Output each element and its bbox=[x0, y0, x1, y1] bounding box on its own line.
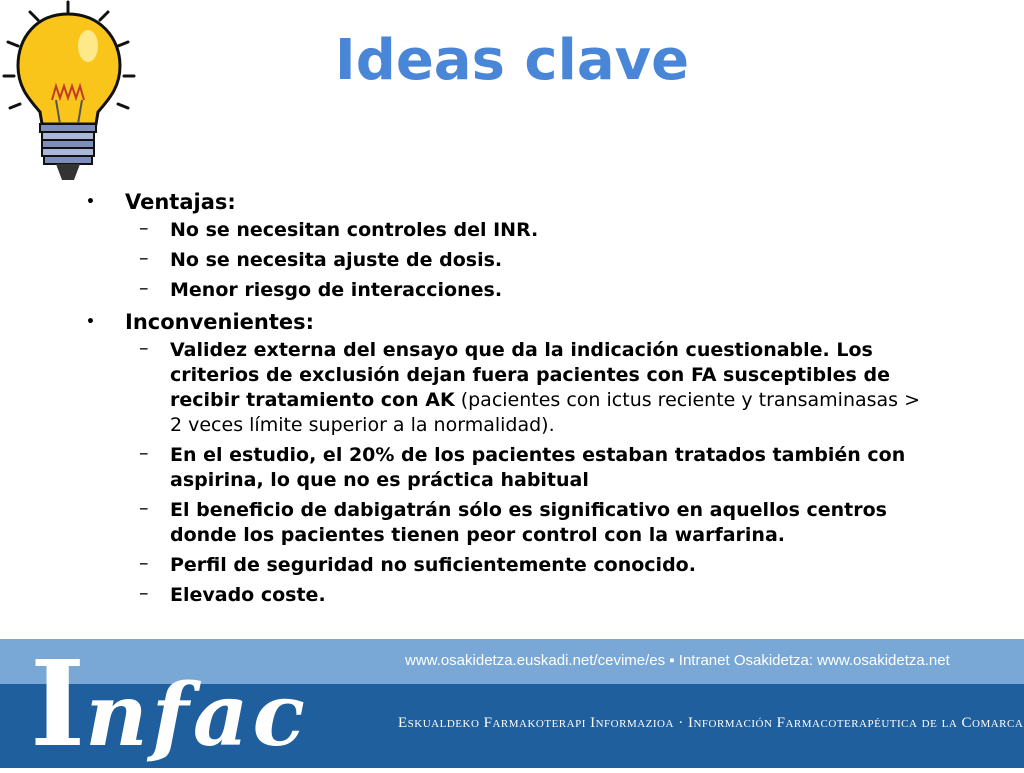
dash-marker: – bbox=[139, 217, 149, 239]
list-item-text: En el estudio, el 20% de los pacientes estaban tratados también con aspirina, lo que no es práctica habitual bbox=[170, 444, 906, 491]
page-title: Ideas clave bbox=[334, 28, 690, 93]
dash-marker: – bbox=[139, 277, 149, 299]
bullet-list bbox=[86, 188, 926, 613]
bullet-marker: • bbox=[86, 314, 95, 330]
list-item-text-bold: Validez externa del ensayo que da la indicación cuestionable. Los criterios de exclusión dejan fuera pacientes con FA susceptibles de recibir tratamiento con AK bbox=[170, 339, 890, 411]
list-item-text: No se necesitan controles del INR. bbox=[170, 219, 539, 241]
list-item-text: Elevado coste. bbox=[170, 584, 326, 606]
list-item bbox=[86, 338, 926, 438]
bullet-marker: • bbox=[86, 194, 95, 210]
dash-marker: – bbox=[139, 247, 149, 269]
dash-marker: – bbox=[139, 497, 149, 519]
list-item bbox=[86, 218, 926, 243]
bullet-label: Ventajas: bbox=[125, 190, 236, 214]
list-item-text: El beneficio de dabigatrán sólo es significativo en aquellos centros donde los pacientes tienen peor control con la warfarina. bbox=[170, 499, 887, 546]
list-item bbox=[86, 583, 926, 608]
list-item bbox=[86, 498, 926, 548]
dash-marker: – bbox=[139, 552, 149, 574]
bullet-ventajas bbox=[86, 188, 926, 216]
list-item-text: Menor riesgo de interacciones. bbox=[170, 279, 503, 301]
list-item-text: Perfil de seguridad no suficientemente conocido. bbox=[170, 554, 696, 576]
bullet-inconvenientes bbox=[86, 308, 926, 336]
logo-rest: nfac bbox=[85, 665, 309, 766]
logo-initial: I bbox=[30, 634, 86, 773]
list-item-text-normal: (pacientes con ictus reciente y transaminasas > 2 veces límite superior a la normalidad). bbox=[170, 389, 921, 436]
dash-marker: – bbox=[139, 582, 149, 604]
infac-logo bbox=[30, 634, 309, 773]
list-item bbox=[86, 553, 926, 578]
footer-banner bbox=[0, 634, 1024, 773]
list-item-text: No se necesita ajuste de dosis. bbox=[170, 249, 503, 271]
list-item bbox=[86, 248, 926, 273]
bullet-label: Inconvenientes: bbox=[125, 310, 315, 334]
list-item bbox=[86, 443, 926, 493]
dash-marker: – bbox=[139, 442, 149, 464]
footer-tagline: Eskualdeko Farmakoterapi Informazioa · Información Farmacoterapéutica de la Comarca bbox=[398, 715, 1024, 731]
footer-urls: www.osakidetza.euskadi.net/cevime/es ▪ Intranet Osakidetza: www.osakidetza.net bbox=[405, 652, 950, 669]
dash-marker: – bbox=[139, 337, 149, 359]
list-item bbox=[86, 278, 926, 303]
